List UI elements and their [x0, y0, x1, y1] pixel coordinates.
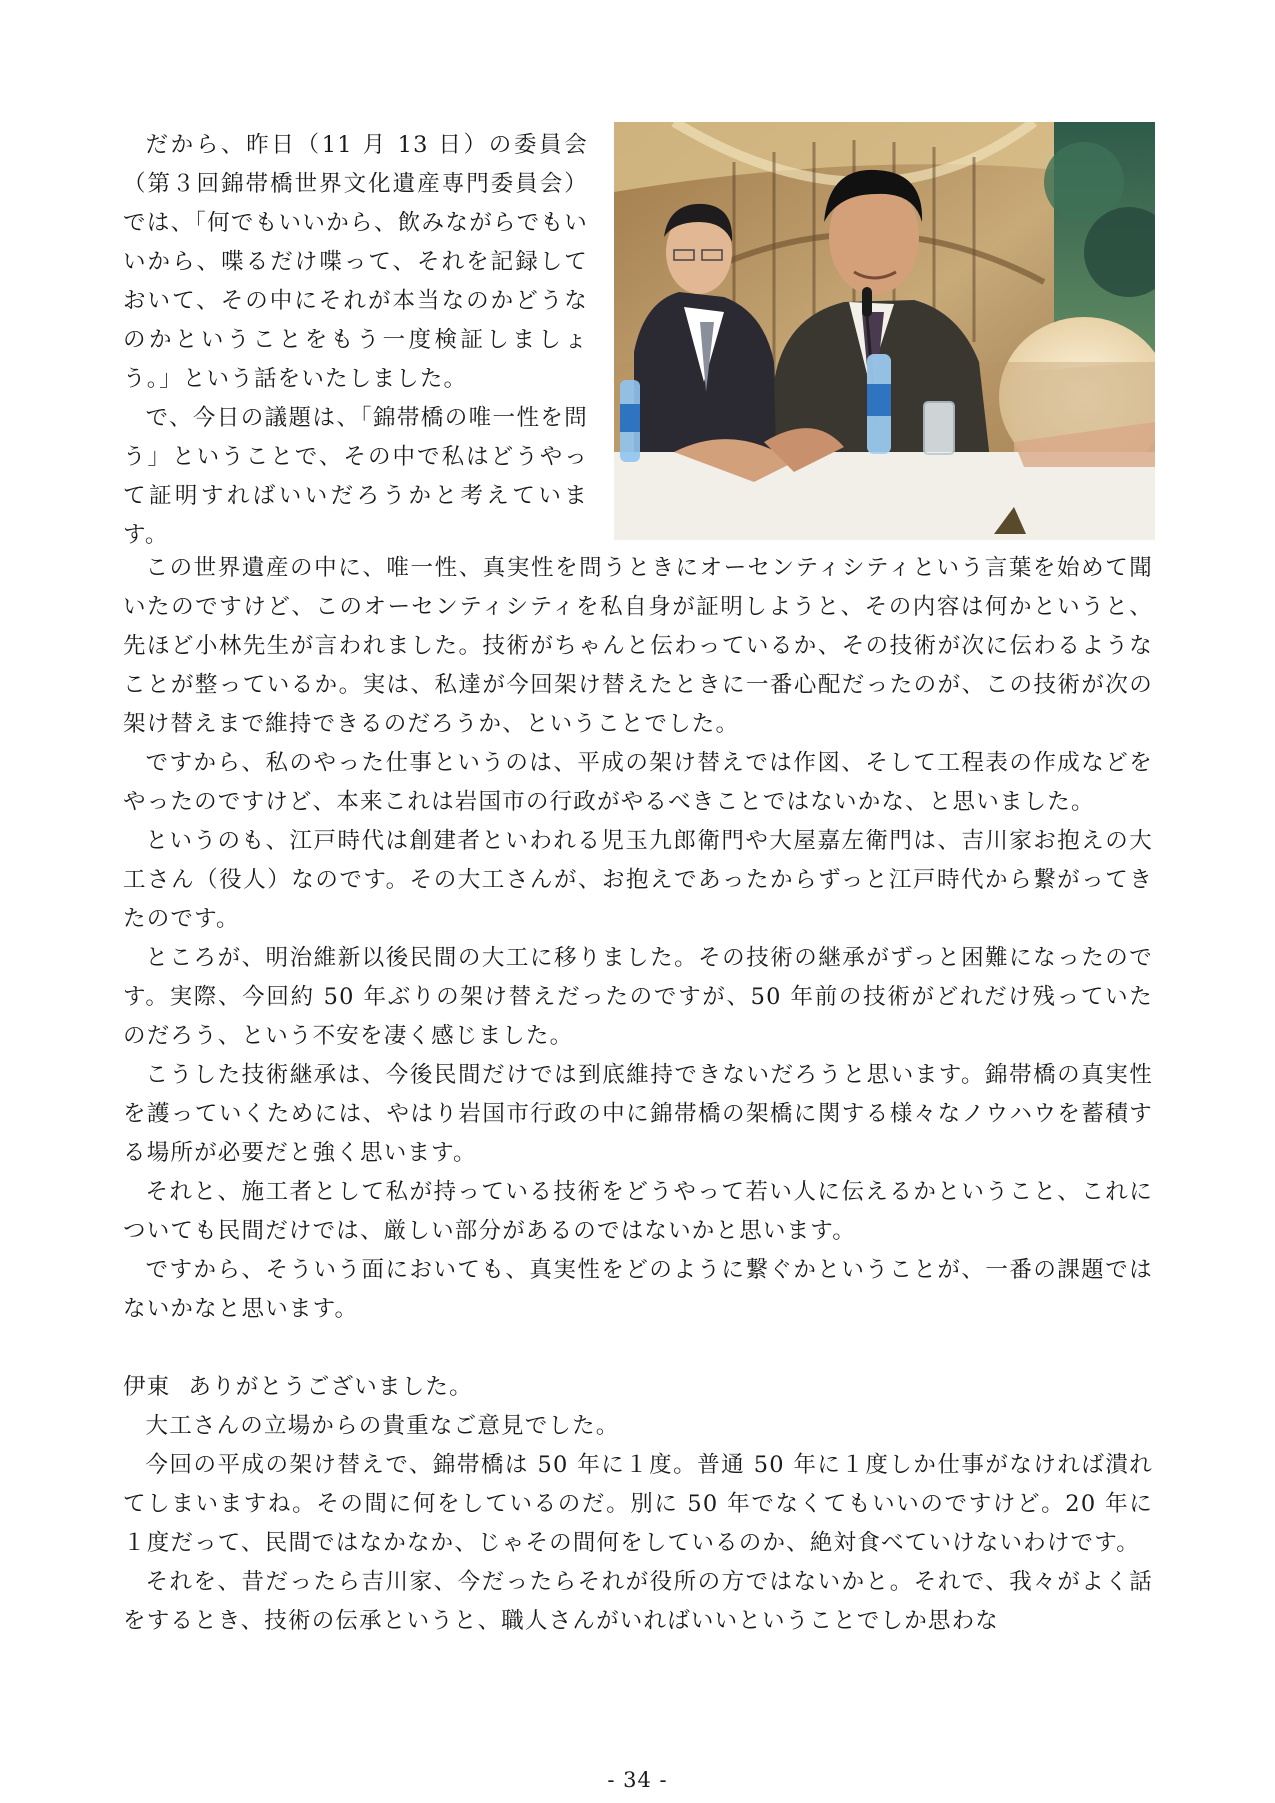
paragraph: 今回の平成の架け替えで、錦帯橋は 50 年に１度。普通 50 年に１度しか仕事がなければ潰れてしまいますね。その間に何をしているのだ。別に 50 年でなくてもいいのですけど。20 年に１度だって、民間ではなかなか、じゃその間何をしているのか、絶対食べていけないわけです。 — [123, 1452, 1153, 1556]
speaker-name: 伊東 — [123, 1374, 171, 1400]
paragraph: ですから、私のやった仕事というのは、平成の架け替えでは作図、そして工程表の作成などをやったのですけど、本来これは岩国市の行政がやるべきことではないかな、と思いました。 — [123, 750, 1153, 815]
speaker-line — [123, 1368, 1153, 1407]
paragraph: それと、施工者として私が持っている技術をどうやって若い人に伝えるかということ、これについても民間だけでは、厳しい部分があるのではないかと思います。 — [123, 1179, 1153, 1244]
paragraph: この世界遺産の中に、唯一性、真実性を問うときにオーセンティシティという言葉を始めて聞いたのですけど、このオーセンティシティを私自身が証明しようと、その内容は何かというと、先ほど小林先生が言われました。技術がちゃんと伝わっているか、その技術が次に伝わるようなことが整っているか。実は、私達が今回架け替えたときに一番心配だったのが、この技術が次の架け替えまで維持できるのだろうか、ということでした。 — [123, 555, 1153, 737]
paragraph: 大工さんの立場からの貴重なご意見でした。 — [145, 1413, 620, 1439]
paragraph: ところが、明治維新以後民間の大工に移りました。その技術の継承がずっと困難になったのです。実際、今回約 50 年ぶりの架け替えだったのですが、50 年前の技術がどれだけ残っていたのだろう、という不安を凄く感じました。 — [123, 945, 1153, 1049]
intro-text-column — [123, 126, 588, 555]
paragraph: ですから、そういう面においても、真実性をどのように繋ぐかということが、一番の課題ではないかなと思います。 — [123, 1257, 1153, 1322]
paragraph-gap — [123, 1329, 1153, 1368]
paragraph: で、今日の議題は、「錦帯橋の唯一性を問う」ということで、その中で私はどうやって証明すればいいだろうかと考えています。 — [123, 405, 588, 548]
panel-discussion-photo — [614, 122, 1155, 540]
paragraph: というのも、江戸時代は創建者といわれる児玉九郎衛門や大屋嘉左衛門は、吉川家お抱えの大工さん（役人）なのです。その大工さんが、お抱えであったからずっと江戸時代から繋がってきたのです。 — [123, 828, 1153, 932]
paragraph: だから、昨日（11 月 13 日）の委員会（第３回錦帯橋世界文化遺産専門委員会）では、「何でもいいから、飲みながらでもいいから、喋るだけ喋って、それを記録しておいて、その中にそれが本当なのかどうなのかということをもう一度検証しましょう。」という話をいたしました。 — [123, 132, 588, 392]
page-number: - 34 - — [607, 1768, 668, 1792]
paragraph: それを、昔だったら吉川家、今だったらそれが役所の方ではないかと。それで、我々がよく話をするとき、技術の伝承というと、職人さんがいればいいということでしか思わな — [123, 1569, 1153, 1634]
paragraph: こうした技術継承は、今後民間だけでは到底維持できないだろうと思います。錦帯橋の真実性を護っていくためには、やはり岩国市行政の中に錦帯橋の架橋に関する様々なノウハウを蓄積する場所が必要だと強く思います。 — [123, 1062, 1153, 1166]
body-text — [123, 549, 1153, 1641]
speaker-first-line: ありがとうございました。 — [188, 1374, 473, 1400]
